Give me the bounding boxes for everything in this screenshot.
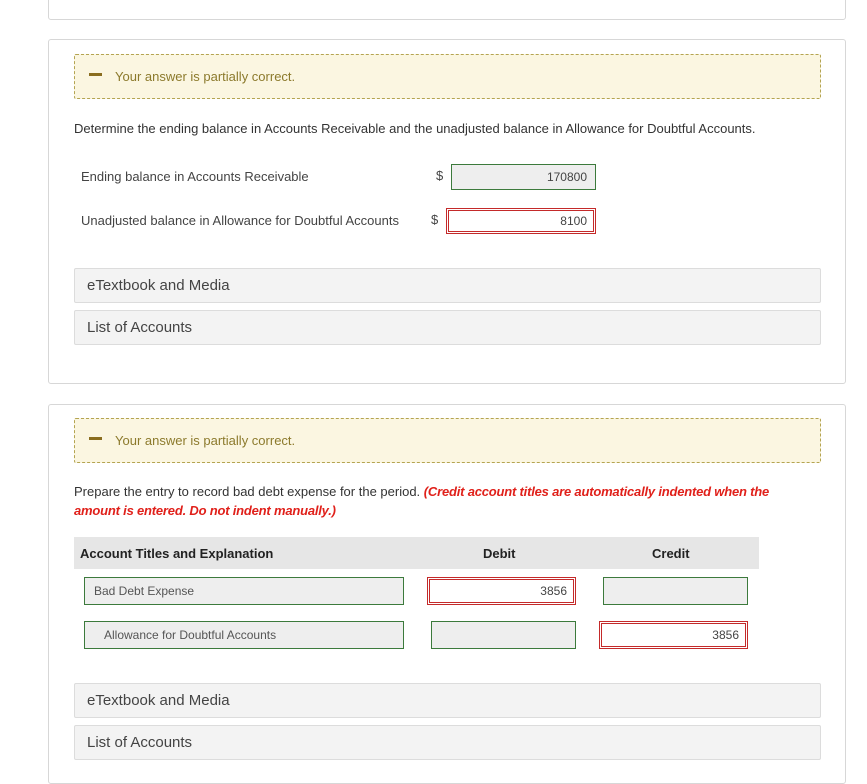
header-credit: Credit bbox=[652, 546, 690, 561]
list-of-accounts-link[interactable]: List of Accounts bbox=[74, 310, 821, 345]
header-account-titles: Account Titles and Explanation bbox=[80, 546, 274, 561]
partial-indicator-icon bbox=[89, 437, 102, 440]
account-title-input-row-2[interactable]: Allowance for Doubtful Accounts bbox=[84, 621, 404, 649]
account-title-input-row-1[interactable]: Bad Debt Expense bbox=[84, 577, 404, 605]
debit-input-row-2[interactable] bbox=[431, 621, 576, 649]
credit-input-row-2[interactable]: 3856 bbox=[599, 621, 748, 649]
question-text bbox=[74, 482, 814, 520]
credit-input-row-1[interactable] bbox=[603, 577, 748, 605]
previous-question-card bbox=[48, 0, 846, 20]
ar-ending-balance-label: Ending balance in Accounts Receivable bbox=[81, 169, 309, 184]
question-prompt: Prepare the entry to record bad debt expense for the period. bbox=[74, 484, 421, 499]
allowance-unadjusted-input[interactable]: 8100 bbox=[446, 208, 596, 234]
feedback-banner bbox=[74, 54, 821, 99]
question-text: Determine the ending balance in Accounts Receivable and the unadjusted balance in Allowance for Doubtful Accounts. bbox=[74, 121, 756, 136]
instruction-text: (Credit account titles are automatically indented when the amount is entered. Do not indent manually.) bbox=[74, 484, 770, 518]
question-part-card-1 bbox=[48, 39, 846, 384]
etextbook-media-link[interactable]: eTextbook and Media bbox=[74, 683, 821, 718]
question-part-card-2 bbox=[48, 404, 846, 784]
journal-table-header bbox=[74, 537, 759, 569]
feedback-message: Your answer is partially correct. bbox=[115, 433, 296, 448]
ar-ending-balance-input[interactable]: 170800 bbox=[451, 164, 596, 190]
etextbook-media-link[interactable]: eTextbook and Media bbox=[74, 268, 821, 303]
debit-input-row-1[interactable]: 3856 bbox=[427, 577, 576, 605]
currency-symbol: $ bbox=[431, 212, 439, 227]
feedback-banner bbox=[74, 418, 821, 463]
allowance-unadjusted-label: Unadjusted balance in Allowance for Doubtful Accounts bbox=[81, 213, 399, 228]
list-of-accounts-link[interactable]: List of Accounts bbox=[74, 725, 821, 760]
currency-symbol: $ bbox=[436, 168, 444, 183]
partial-indicator-icon bbox=[89, 73, 102, 76]
header-debit: Debit bbox=[483, 546, 516, 561]
feedback-message: Your answer is partially correct. bbox=[115, 69, 296, 84]
